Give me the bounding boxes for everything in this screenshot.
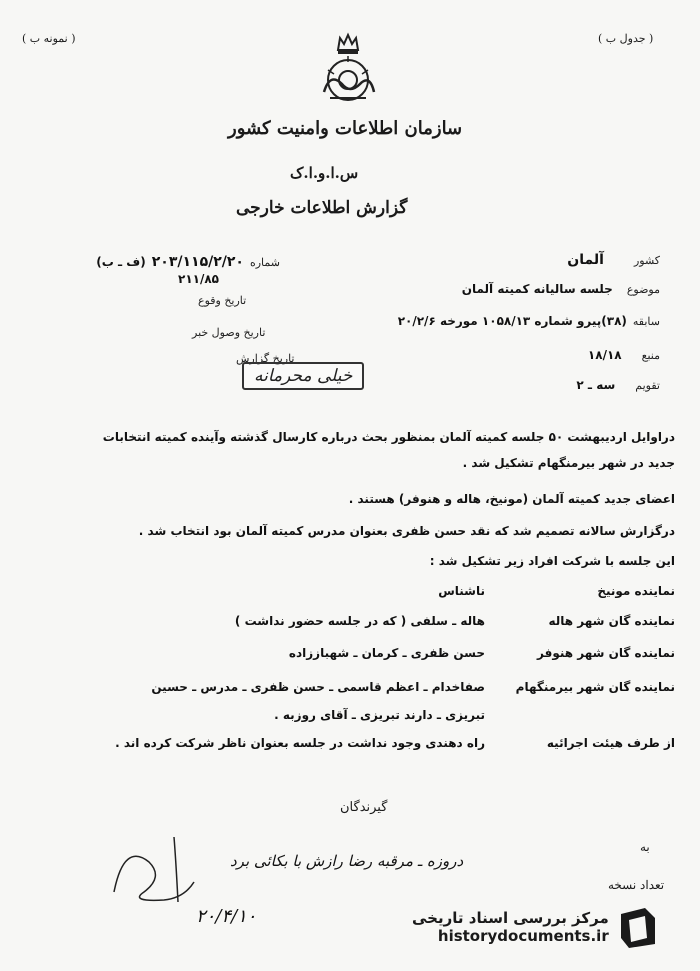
participant-names: ناشناس	[438, 584, 485, 598]
signature-scribble-icon	[104, 832, 204, 912]
emblem-icon	[316, 32, 380, 112]
code-line: س.ا.و.ا.ک	[290, 164, 359, 182]
date-of-event-label: تاریخ وقوع	[198, 294, 247, 307]
participant-role: نماینده گان شهر بیرمنگهام	[515, 680, 675, 694]
watermark-org: مرکز بررسی اسناد تاریخی	[412, 909, 609, 927]
top-right-label: ( جدول ب )	[598, 32, 654, 45]
number-field	[40, 254, 280, 270]
subject-label: موضوع	[626, 283, 660, 296]
country-label: کشور	[633, 254, 660, 267]
evaluation-field	[440, 378, 660, 392]
body-line: جدید در شهر بیرمنگهام تشکیل شد .	[462, 456, 675, 470]
source-field	[440, 348, 660, 362]
participant-row	[20, 680, 675, 694]
body-line: درگزارش سالانه تصمیم شد که نقد حسن ظفری بعنوان مدرس کمیته آلمان بود انتخاب شد .	[138, 524, 675, 538]
participant-names: راه دهندی وجود نداشت در جلسه بعنوان ناظر شرکت کرده اند .	[115, 736, 485, 750]
participant-role: از طرف هیئت اجرائیه	[546, 736, 675, 750]
participant-role: نماینده گان شهر هنوفر	[537, 646, 675, 660]
evaluation-label: تقویم	[635, 379, 660, 392]
body-line: دراوایل اردیبهشت ۵۰ جلسه کمیته آلمان بمنظور بحث درباره کارسال گذشته وآینده کمیته انتخابات	[102, 430, 675, 444]
top-left-label: ( نمونه ب )	[22, 32, 76, 45]
classification-stamp: خیلی محرمانه	[242, 362, 364, 390]
number-sub: ۲۱۱/۸۵	[178, 272, 220, 286]
background-value: (۳۸)پیرو شماره ۱۰۵۸/۱۳ مورخه ۲۰/۲/۶	[397, 314, 627, 328]
participant-row	[20, 708, 675, 722]
report-date-label: تاریخ گزارش	[236, 352, 295, 365]
subject-value: جلسه سالیانه کمیته آلمان	[461, 282, 613, 296]
number-label: شماره	[249, 256, 280, 269]
body-line: اعضای جدید کمیته آلمان (مونیخ، هاله و هنوفر) هستند .	[348, 492, 675, 506]
participant-role	[515, 708, 675, 722]
participant-names: هاله ـ سلفی ( که در جلسه حضور نداشت )	[234, 614, 485, 628]
participant-role: نماینده گان شهر هاله	[548, 614, 675, 628]
background-field	[360, 314, 660, 328]
participant-row	[20, 614, 675, 628]
body-line: این جلسه با شرکت افراد زیر تشکیل شد :	[429, 554, 675, 568]
report-title: گزارش اطلاعات خارجی	[236, 198, 408, 218]
participant-row	[20, 736, 675, 750]
participant-names: صفاخدام ـ اعظم قاسمی ـ حسن ظفری ـ مدرس ـ حسین	[151, 680, 485, 694]
handwritten-note: دروزه ـ مرقبه رضا رازش با بکائی برد	[230, 852, 464, 870]
subject-field	[360, 282, 660, 296]
copies-label: تعداد نسخه	[608, 878, 665, 892]
source-label: منبع	[641, 349, 660, 362]
participant-names: حسن ظفری ـ کرمان ـ شهباززاده	[288, 646, 485, 660]
handwritten-date: ۲۰/۴/۱۰	[196, 906, 257, 927]
participant-row	[20, 646, 675, 660]
date-received-label: تاریخ وصول خبر	[192, 326, 266, 339]
background-label: سابقه	[632, 315, 660, 328]
watermark-text	[412, 909, 609, 945]
number-suffix: (ف ـ ب)	[96, 255, 146, 269]
participant-role: نماینده مونیخ	[597, 584, 675, 598]
org-title: سازمان اطلاعات وامنیت کشور	[228, 118, 463, 139]
watermark-logo-icon	[615, 904, 661, 950]
country-value: آلمان	[567, 252, 604, 268]
evaluation-value: سه ـ ۲	[576, 378, 616, 392]
participant-names: تبریزی ـ دارند تبریزی ـ آقای روزبه .	[274, 708, 485, 722]
watermark-url: historydocuments.ir	[437, 927, 609, 945]
number-value: ۲۰۳/۱۱۵/۲/۲۰	[151, 254, 244, 270]
to-label: به	[640, 840, 650, 854]
watermark	[412, 904, 661, 950]
country-field	[360, 252, 660, 268]
recipients-label: گیرندگان	[340, 800, 388, 815]
source-value: ۱۸/۱۸	[587, 348, 622, 362]
participant-row	[20, 584, 675, 598]
